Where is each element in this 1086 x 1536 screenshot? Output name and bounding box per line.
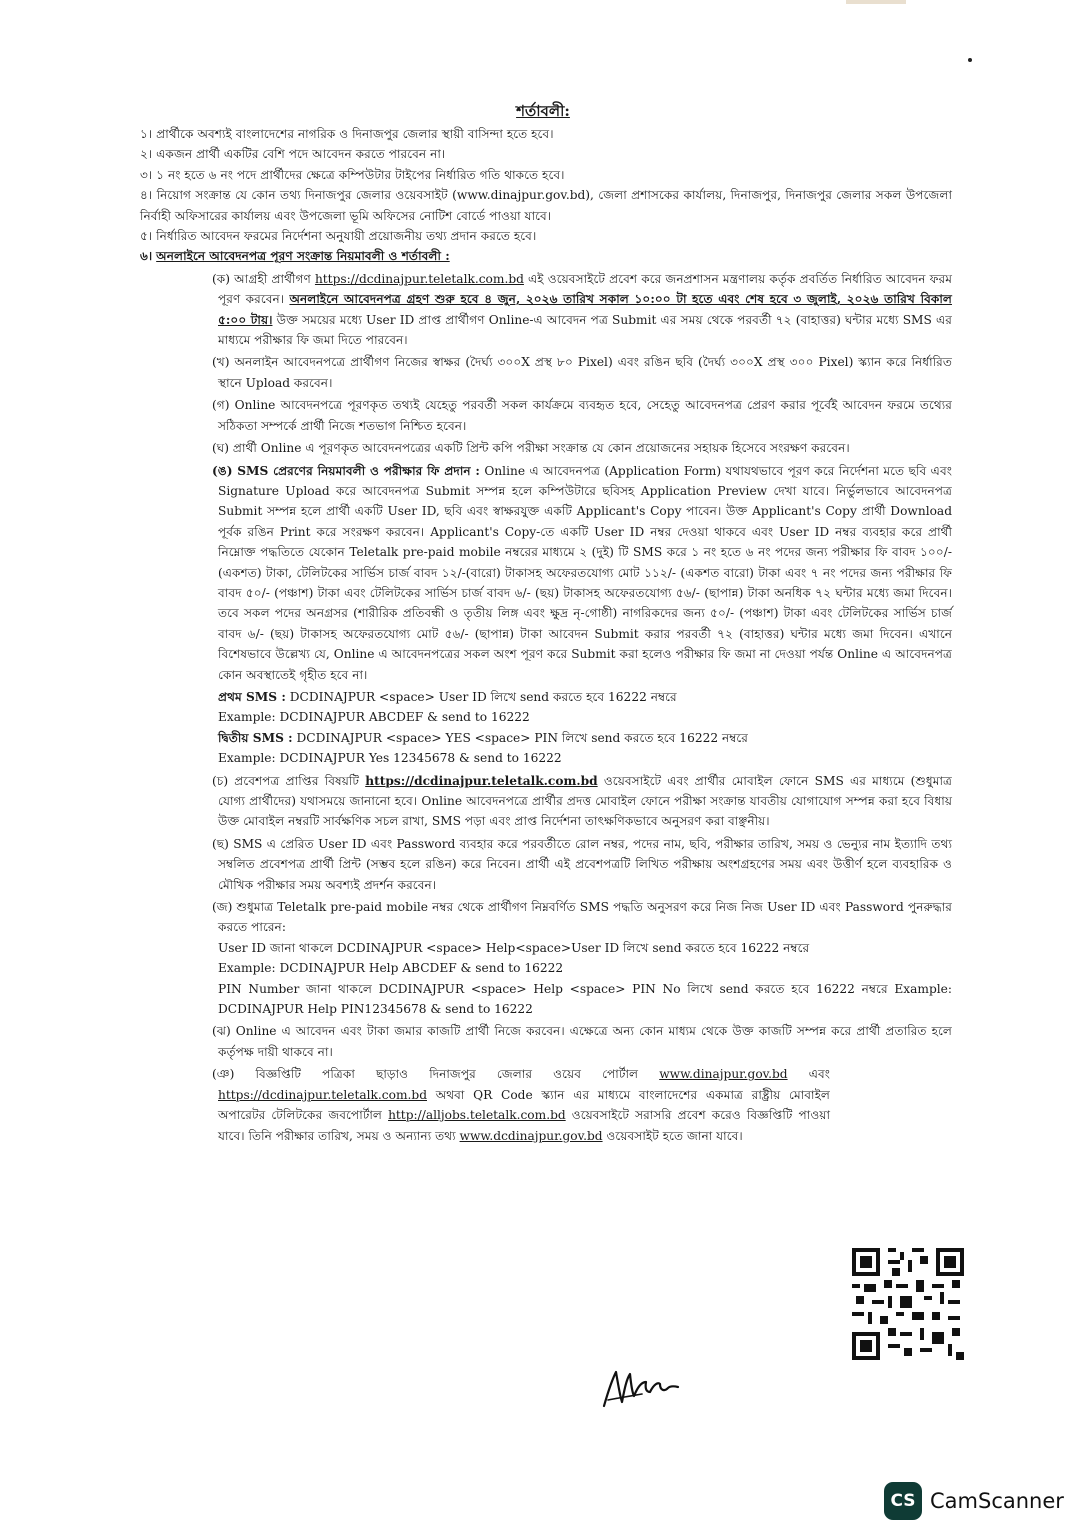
clause-chha: (ছ) SMS এ প্রেরিত User ID এবং Password ব্যবহার করে পরবর্তীতে রোল নম্বর, পদের নাম, ছবি, পরীক্ষার তারিখ, সময় ও ভেন্যুর নাম ইত্যাদি তথ্য সম্বলিত প্রবেশপত্র প্রার্থী প্রিন্ট (সম্ভব হলে রঙিন) করে নিবেন। প্রার্থী এই প্রবেশপত্রটি লিখিত পরীক্ষায় অংশগ্রহণের সময় এবং উত্তীর্ণ হলে ব্যবহারিক ও মৌখিক পরীক্ষার সময় অবশ্যই প্রদর্শন করবেন। bbox=[212, 836, 952, 892]
clause-nya-text1: (ঞ) বিজ্ঞপ্তিটি পত্রিকা ছাড়াও দিনাজপুর জেলার ওয়েব পোর্টাল bbox=[212, 1067, 660, 1082]
qr-code-icon bbox=[852, 1248, 964, 1360]
clause-nya-link4[interactable]: www.dcdinajpur.gov.bd bbox=[459, 1128, 603, 1143]
clause-nya-text4: ওয়েবসাইটে সরাসরি প্রবেশ করেও বিজ্ঞপ্তিটি পাওয়া যাবে। তিনি পরীক্ষার তারিখ, সময় ও অন্যান্য তথ্য bbox=[218, 1108, 830, 1143]
condition-3: ৩। ১ নং হতে ৬ নং পদে প্রার্থীদের ক্ষেত্রে কম্পিউটার টাইপের নির্ধারিত গতি থাকতে হবে। bbox=[140, 167, 565, 182]
clause-cha bbox=[140, 771, 952, 832]
document-body bbox=[140, 124, 952, 1146]
clause-ka-dates: অনলাইনে আবেদনপত্র গ্রহণ শুরু হবে ৪ জুন, ২০২৬ তারিখ সকাল ১০:০০ টা হতে এবং শেষ হবে ৩ জুলাই, ২০২৬ তারিখ বিকাল ৫:০০ টায়। bbox=[218, 292, 952, 327]
signature-icon bbox=[598, 1362, 680, 1412]
condition-6-text: অনলাইনে আবেদনপত্র পূরণ সংক্রান্ত নিয়মাবলী ও শর্তাবলী : bbox=[156, 249, 450, 264]
condition-5: ৫। নির্ধারিত আবেদন ফরমের নির্দেশনা অনুযায়ী প্রয়োজনীয় তথ্য প্রদান করতে হবে। bbox=[140, 229, 537, 244]
camscanner-name: CamScanner bbox=[930, 1489, 1064, 1513]
clause-umo bbox=[140, 461, 952, 685]
scan-smudge bbox=[846, 0, 906, 4]
camscanner-logo-icon: CS bbox=[884, 1482, 922, 1520]
clause-umo-heading: (ঙ) SMS প্রেরণের নিয়মাবলী ও পরীক্ষার ফি প্রদান : bbox=[212, 463, 480, 478]
clause-kha: (খ) অনলাইন আবেদনপত্রে প্রার্থীগণ নিজের স্বাক্ষর (দৈর্ঘ্য ৩০০X প্রস্থ ৮০ Pixel) এবং রঙিন ছবি (দৈর্ঘ্য ৩০০X প্রস্থ ৩০০ Pixel) স্ক্যান করে নির্ধারিত স্থানে Upload করবেন। bbox=[212, 355, 952, 390]
clause-nya-text3: অথবা QR Code স্ক্যান এর মাধ্যমে বাংলাদেশের একমাত্র রাষ্ট্রীয় মোবাইল অপারেটর টেলিটকের জবপোর্টাল bbox=[218, 1087, 830, 1123]
clause-nya-link3[interactable]: http://alljobs.teletalk.com.bd bbox=[388, 1108, 566, 1123]
clause-nya-text5: ওয়েবসাইট হতে জানা যাবে। bbox=[602, 1128, 743, 1143]
clause-ja: (জ) শুধুমাত্র Teletalk pre-paid mobile নম্বর থেকে প্রার্থীগণ নিম্নবর্ণিত SMS পদ্ধতি অনুসরণ করে নিজ নিজ User ID এবং Password পুনরুদ্ধার করতে পারেন: bbox=[212, 900, 952, 935]
sms-first-label: প্রথম SMS : bbox=[218, 689, 286, 704]
condition-6-heading bbox=[140, 246, 952, 266]
clause-ja-line2: Example: DCDINAJPUR Help ABCDEF & send to 16222 bbox=[218, 961, 564, 976]
sms-second-text: DCDINAJPUR <space> YES <space> PIN লিখে send করতে হবে 16222 নম্বরে bbox=[292, 730, 749, 745]
sms-first-text: DCDINAJPUR <space> User ID লিখে send করতে হবে 16222 নম্বরে bbox=[285, 689, 677, 704]
clause-ka-link[interactable]: https://dcdinajpur.teletalk.com.bd bbox=[314, 271, 524, 286]
clause-ga: (গ) Online আবেদনপত্রে পূরণকৃত তথ্যই যেহেতু পরবর্তী সকল কার্যক্রমে ব্যবহৃত হবে, সেহেতু আবেদনপত্র প্রেরণ করার পূর্বেই আবেদন ফরমে তথ্যের সঠিকতা সম্পর্কে প্রার্থী নিজে শতভাগ নিশ্চিত হবেন। bbox=[212, 398, 952, 433]
clause-nya-link2[interactable]: https://dcdinajpur.teletalk.com.bd bbox=[218, 1087, 427, 1102]
condition-2: ২। একজন প্রার্থী একটির বেশি পদে আবেদন করতে পারবেন না। bbox=[140, 147, 446, 162]
clause-nya-link1[interactable]: www.dinajpur.gov.bd bbox=[659, 1067, 788, 1082]
clause-ka-text2: এই ওয়েবসাইটে প্রবেশ করে জনপ্রশাসন মন্ত্রণালয় কর্তৃক প্রবর্তিত নির্ধারিত আবেদন ফরম পূরণ করবেন। bbox=[218, 271, 953, 307]
clause-umo-body: Online এ আবেদনপত্র (Application Form) যথাযথভাবে পূরণ করে নির্দেশনা মতে ছবি এবং Signature Upload করে আবেদনপত্র Submit সম্পন্ন হলে কম্পিউটারে ছবিসহ Application Preview দেখা যাবে। নির্ভুলভাবে আবেদনপত্র Submit সম্পন্ন হলে প্রার্থী একটি User ID, ছবি এবং স্বাক্ষরযুক্ত একটি Applicant's Copy পাবেন। উক্ত Applicant's Copy প্রার্থী Download পূর্বক রঙিন Print করে সংরক্ষণ করবেন। Applicant's Copy-তে একটি User ID নম্বর দেওয়া থাকবে এবং User ID নম্বর ব্যবহার করে প্রার্থী নিম্নোক্ত পদ্ধতিতে যেকোন Teletalk pre-paid mobile নম্বরের মাধ্যমে ২ (দুই) টি SMS করে ১ নং হতে ৬ নং পদের জন্য পরীক্ষার ফি বাবদ ১০০/-(একশত) টাকা, টেলিটকের সার্ভিস চার্জ বাবদ ১২/-(বারো) টাকাসহ অফেরতযোগ্য মোট ১১২/- (একশত বারো) টাকা এবং ৭ নং পদের জন্য পরীক্ষার ফি বাবদ ৫০/- (পঞ্চাশ) টাকা এবং টেলিটকের সার্ভিস চার্জ বাবদ ৬/- (ছয়) টাকাসহ অফেরতযোগ্য ৫৬/- (ছাপান্ন) টাকা অনধিক ৭২ ঘন্টার মধ্যে জমা দিবেন। তবে সকল পদের অনগ্রসর (শারীরিক প্রতিবন্ধী ও তৃতীয় লিঙ্গ এবং ক্ষুদ্র নৃ-গোষ্ঠী) নাগরিকদের জন্য ৫০/- (পঞ্চাশ) টাকা এবং টেলিটকের সার্ভিস চার্জ বাবদ ৬/- (ছয়) টাকাসহ অফেরতযোগ্য মোট ৫৬/- (ছাপান্ন) টাকা আবেদন Submit করার পরবর্তী ৭২ (বাহাত্তর) ঘন্টার মধ্যে জমা দিবেন। এখানে বিশেষভাবে উল্লেখ্য যে, Online এ আবেদনপত্রের সকল অংশ পূরণ করে Submit করা হলেও পরীক্ষার ফি জমা না দেওয়া পর্যন্ত Online এ আবেদনপত্র কোন অবস্থাতেই গৃহীত হবে না। bbox=[218, 463, 952, 682]
clause-nya-text2: এবং bbox=[787, 1067, 830, 1082]
condition-1: ১। প্রার্থীকে অবশ্যই বাংলাদেশের নাগরিক ও দিনাজপুর জেলার স্থায়ী বাসিন্দা হতে হবে। bbox=[140, 127, 554, 141]
sms-first-example: Example: DCDINAJPUR ABCDEF & send to 16222 bbox=[218, 710, 530, 725]
clause-ka bbox=[140, 269, 952, 351]
sms-second-label: দ্বিতীয় SMS : bbox=[218, 730, 293, 745]
sms-second-example: Example: DCDINAJPUR Yes 12345678 & send to 16222 bbox=[218, 751, 562, 766]
clause-cha-text1: (চ) প্রবেশপত্র প্রাপ্তির বিষয়টি bbox=[212, 773, 366, 788]
clause-ka-text3: উক্ত সময়ের মধ্যে User ID প্রাপ্ত প্রার্থীগণ Online-এ আবেদন পত্র Submit এর সময় থেকে পরবর্তী ৭২ (বাহাত্তর) ঘন্টার মধ্যে SMS এর মাধ্যমে পরীক্ষার ফি জমা দিতে পারবেন। bbox=[218, 312, 952, 348]
clause-gha: (ঘ) প্রার্থী Online এ পূরণকৃত আবেদনপত্রের একটি প্রিন্ট কপি পরীক্ষা সংক্রান্ত যে কোন প্রয়োজনের সহায়ক হিসেবে সংরক্ষণ করবেন। bbox=[212, 441, 850, 456]
clause-ja-line3: PIN Number জানা থাকলে DCDINAJPUR <space> Help <space> PIN No লিখে send করতে হবে 16222 নম্বরে Example: DCDINAJPUR Help PIN12345678 & send to 16222 bbox=[218, 981, 952, 1017]
clause-cha-link[interactable]: https://dcdinajpur.teletalk.com.bd bbox=[365, 773, 598, 788]
clause-jha: (ঝ) Online এ আবেদন এবং টাকা জমার কাজটি প্রার্থী নিজে করবেন। এক্ষেত্রে অন্য কোন মাধ্যম থেকে উক্ত কাজটি সম্পন্ন করে প্রার্থী প্রতারিত হলে কর্তৃপক্ষ দায়ী থাকবে না। bbox=[212, 1024, 952, 1059]
ink-dot bbox=[968, 58, 972, 62]
clause-cha-text2: ওয়েবসাইটে এবং প্রার্থীর মোবাইল ফোনে SMS এর মাধ্যমে (শুধুমাত্র যোগ্য প্রার্থীদের) যথাসময়ে জানানো হবে। Online আবেদনপত্রে প্রার্থীর প্রদত্ত মোবাইল ফোনে পরীক্ষা সংক্রান্ত যাবতীয় যোগাযোগ সম্পন্ন করা হবে বিধায় উক্ত মোবাইল নম্বরটি সার্বক্ষণিক সচল রাখা, SMS পড়া এবং প্রাপ্ত নির্দেশনা তাৎক্ষণিকভাবে অনুসরণ করা বাঞ্ছনীয়। bbox=[218, 773, 953, 829]
clause-nya bbox=[140, 1064, 830, 1146]
camscanner-watermark bbox=[884, 1482, 1064, 1520]
sms-first-line bbox=[140, 687, 952, 707]
clause-ka-text1: (ক) আগ্রহী প্রার্থীগণ bbox=[212, 271, 311, 286]
document-title: শর্তাবলী: bbox=[516, 102, 570, 120]
condition-6-number: ৬। bbox=[140, 249, 153, 264]
clause-ja-line1: User ID জানা থাকলে DCDINAJPUR <space> Help<space>User ID লিখে send করতে হবে 16222 নম্বরে bbox=[218, 940, 810, 955]
sms-second-line bbox=[140, 728, 952, 748]
condition-4: ৪। নিয়োগ সংক্রান্ত যে কোন তথ্য দিনাজপুর জেলার ওয়েবসাইট (www.dinajpur.gov.bd), জেলা প্রশাসকের কার্যালয়, দিনাজপুর, দিনাজপুর জেলার সকল উপজেলা নির্বাহী অফিসারের কার্যালয় এবং উপজেলা ভূমি অফিসের নোটিশ বোর্ডে পাওয়া যাবে। bbox=[140, 188, 952, 223]
